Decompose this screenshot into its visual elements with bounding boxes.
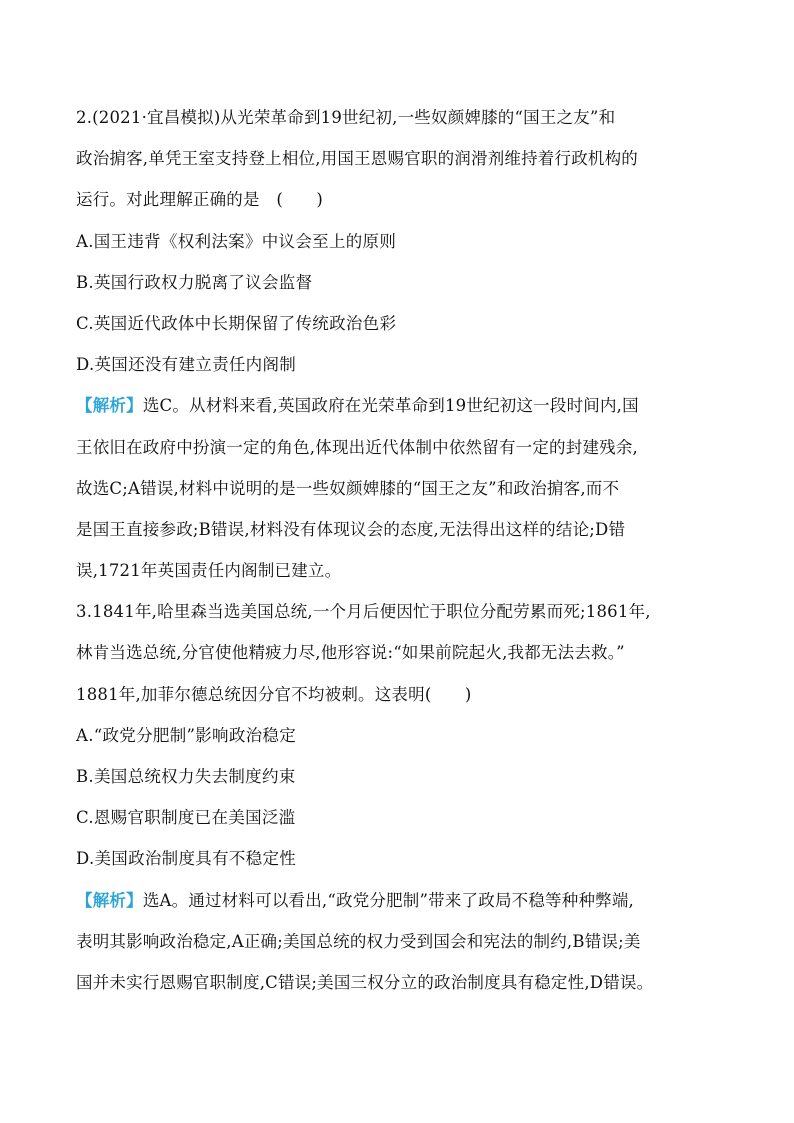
question-2-stem-line-2: 政治掮客,单凭王室支持登上相位,用国王恩赐官职的润滑剂维持着行政机构的: [76, 149, 638, 168]
analysis-tag: 【解析】: [76, 396, 143, 415]
question-3-option-c: C.恩赐官职制度已在美国泛滥: [76, 808, 296, 827]
question-3-analysis-line-2: 表明其影响政治稳定,A正确;美国总统的权力受到国会和宪法的制约,B错误;美: [76, 932, 641, 951]
question-3-option-d: D.美国政治制度具有不稳定性: [76, 849, 297, 868]
question-2-analysis-line-5: 误,1721年英国责任内阁制已建立。: [76, 561, 342, 580]
question-2-analysis-line-4: 是国王直接参政;B错误,材料没有体现议会的态度,无法得出这样的结论;D错: [76, 520, 626, 539]
question-3-analysis-line-3: 国并未实行恩赐官职制度,C错误;美国三权分立的政治制度具有稳定性,D错误。: [76, 973, 654, 992]
question-2-option-d: D.英国还没有建立责任内阁制: [76, 355, 297, 374]
question-3-stem-line-1: 3.1841年,哈里森当选美国总统,一个月后便因忙于职位分配劳累而死;1861年,: [76, 602, 651, 621]
question-3-analysis-line-1: [76, 887, 634, 911]
question-2-option-b: B.英国行政权力脱离了议会监督: [76, 273, 313, 292]
question-2-option-a: A.国王违背《权利法案》中议会至上的原则: [76, 232, 397, 251]
question-2-analysis-line-3: 故选C;A错误,材料中说明的是一些奴颜婢膝的“国王之友”和政治掮客,而不: [76, 479, 620, 498]
question-3-option-b: B.美国总统权力失去制度约束: [76, 767, 296, 786]
question-3-option-a: A.“政党分肥制”影响政治稳定: [76, 726, 297, 745]
question-2-analysis-line-2: 王依旧在政府中扮演一定的角色,体现出近代体制中依然留有一定的封建残余,: [76, 438, 638, 457]
question-2-stem-line-1: 2.(2021·宜昌模拟)从光荣革命到19世纪初,一些奴颜婢膝的“国王之友”和: [76, 108, 616, 127]
question-3-stem-line-2: 林肯当选总统,分官使他精疲力尽,他形容说:“如果前院起火,我都无法去救。”: [76, 643, 625, 662]
question-2-stem-line-3: 运行。对此理解正确的是 ( ): [76, 190, 324, 209]
question-3-stem-line-3: 1881年,加菲尔德总统因分官不均被刺。这表明( ): [76, 685, 472, 704]
question-2-option-c: C.英国近代政体中长期保留了传统政治色彩: [76, 314, 397, 333]
analysis-text: 选C。从材料来看,英国政府在光荣革命到19世纪初这一段时间内,国: [142, 396, 639, 415]
question-2-analysis-line-1: [76, 392, 639, 416]
analysis-tag: 【解析】: [76, 891, 143, 910]
analysis-text: 选A。通过材料可以看出,“政党分肥制”带来了政局不稳等种种弊端,: [142, 891, 634, 910]
